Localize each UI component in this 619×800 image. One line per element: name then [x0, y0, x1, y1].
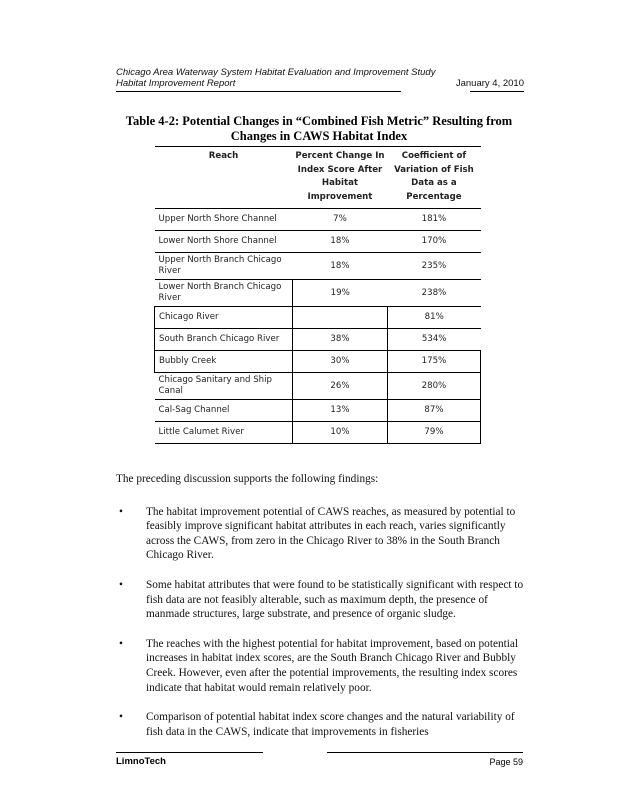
table-row: [155, 209, 481, 231]
running-header: [116, 67, 524, 89]
cov-cell: 235%: [387, 253, 480, 280]
finding-item: [116, 578, 528, 622]
reach-cell: Chicago Sanitary and Ship Canal: [155, 373, 293, 400]
cov-cell: 81%: [387, 307, 480, 329]
table-header-row: [155, 147, 481, 209]
header-date: January 4, 2010: [455, 78, 524, 89]
fish-metric-table: [154, 146, 481, 444]
table-row: [155, 373, 481, 400]
table-row: [155, 400, 481, 422]
percent-change-cell: 10%: [293, 422, 388, 444]
percent-change-cell: 30%: [293, 351, 388, 373]
finding-item: [116, 710, 528, 739]
table-title-line-2: Changes in CAWS Habitat Index: [230, 129, 408, 143]
table-row: [155, 280, 481, 307]
footer-rule: [327, 752, 523, 753]
findings-list: [116, 505, 528, 740]
reach-cell: South Branch Chicago River: [155, 329, 293, 351]
footer-company: LimnoTech: [116, 756, 166, 767]
finding-text: The habitat improvement potential of CAWS reaches, as measured by potential to feasibly improve significant habitat attributes in each reach, varies significantly across the CAWS, from zero in the Chicago River to 38% in the South Branch Chicago River.: [146, 505, 516, 562]
reach-cell: Upper North Shore Channel: [155, 209, 293, 231]
percent-change-cell: 18%: [293, 253, 388, 280]
bullet-icon: •: [119, 637, 123, 650]
table-row: [155, 253, 481, 280]
finding-text: The reaches with the highest potential for habitat improvement, based on potential increases in habitat index scores, are the South Branch Chicago River and Bubbly Creek. However, even after the potential improvements, the resulting index scores indicate that habitat would remain relatively poor.: [146, 637, 519, 694]
cov-cell: 170%: [387, 231, 480, 253]
bullet-icon: •: [119, 578, 123, 591]
cov-cell: 280%: [387, 373, 480, 400]
finding-item: [116, 505, 528, 563]
cov-cell: 79%: [387, 422, 480, 444]
percent-change-cell: 13%: [293, 400, 388, 422]
reach-cell: Lower North Shore Channel: [155, 231, 293, 253]
reach-cell: Little Calumet River: [155, 422, 293, 444]
footer-page-number: Page 59: [489, 757, 523, 767]
reach-cell: Chicago River: [155, 307, 293, 329]
table-title-line-1: Table 4-2: Potential Changes in “Combined Fish Metric” Resulting from: [125, 114, 513, 128]
percent-change-cell: [293, 307, 388, 329]
footer-rule: [116, 752, 263, 753]
percent-change-cell: 18%: [293, 231, 388, 253]
column-header-reach: Reach: [155, 147, 293, 209]
column-header-percent-change: Percent Change In Index Score After Habitat Improvement: [293, 147, 388, 209]
findings-section: [116, 472, 528, 754]
header-rule: [116, 91, 401, 92]
finding-item: [116, 637, 528, 695]
cov-cell: 87%: [387, 400, 480, 422]
table-row: [155, 231, 481, 253]
percent-change-cell: 19%: [293, 280, 388, 307]
column-header-coefficient-of-variation: Coefficient of Variation of Fish Data as a Percentage: [387, 147, 480, 209]
cov-cell: 534%: [387, 329, 480, 351]
percent-change-cell: 38%: [293, 329, 388, 351]
reach-cell: Bubbly Creek: [155, 351, 293, 373]
reach-cell: Lower North Branch Chicago River: [155, 280, 293, 307]
table-row: [155, 329, 481, 351]
finding-text: Comparison of potential habitat index score changes and the natural variability of fish data in the CAWS, indicate that improvements in fisheries: [146, 711, 515, 738]
finding-text: Some habitat attributes that were found to be statistically significant with respect to fish data are not feasibly alterable, such as maximum depth, the presence of manmade structures, large substrate, and presence of organic sludge.: [146, 578, 524, 621]
findings-intro: The preceding discussion supports the following findings:: [116, 473, 379, 485]
header-rule: [470, 91, 524, 92]
header-study-title: Chicago Area Waterway System Habitat Evaluation and Improvement Study: [116, 67, 436, 78]
cov-cell: 238%: [387, 280, 480, 307]
percent-change-cell: 7%: [293, 209, 388, 231]
table-row: [155, 422, 481, 444]
cov-cell: 181%: [387, 209, 480, 231]
bullet-icon: •: [119, 711, 123, 724]
table-title: [118, 114, 520, 144]
table-row: [155, 307, 481, 329]
reach-cell: Upper North Branch Chicago River: [155, 253, 293, 280]
table-row: [155, 351, 481, 373]
header-report-title: Habitat Improvement Report: [116, 78, 236, 89]
percent-change-cell: 26%: [293, 373, 388, 400]
bullet-icon: •: [119, 505, 123, 518]
reach-cell: Cal-Sag Channel: [155, 400, 293, 422]
cov-cell: 175%: [387, 351, 480, 373]
